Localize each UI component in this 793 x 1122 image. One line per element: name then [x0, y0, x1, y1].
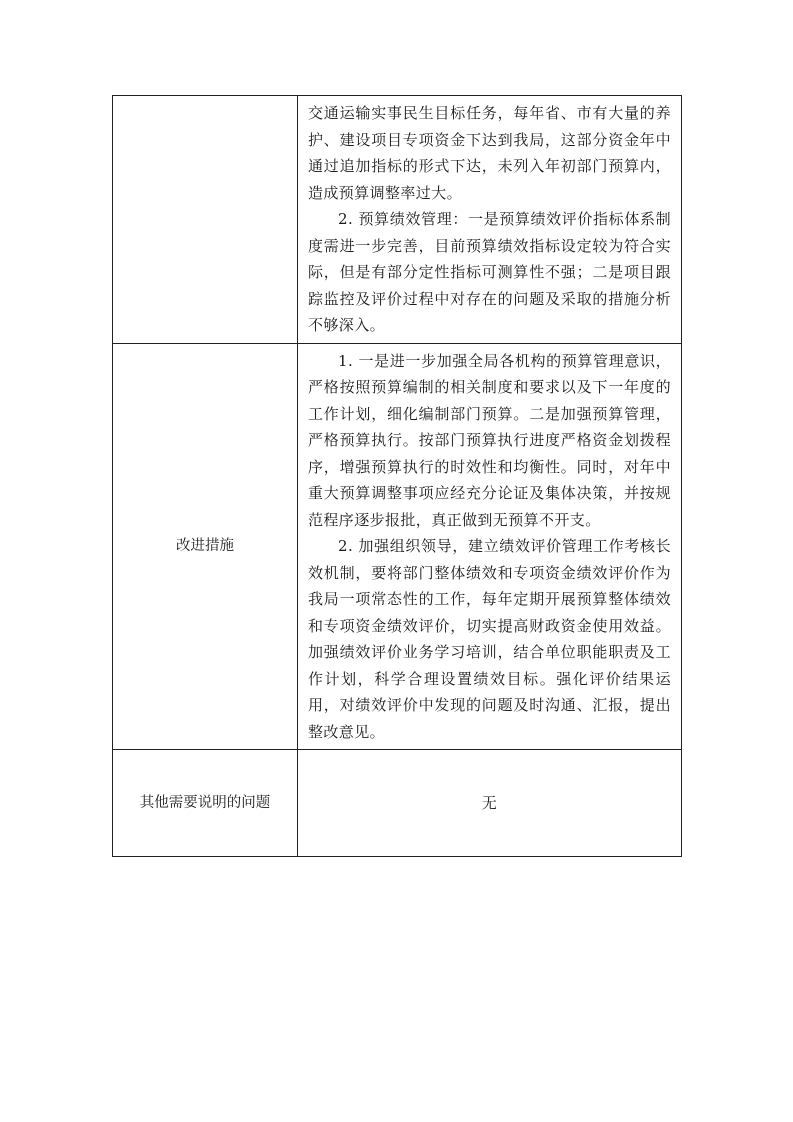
row-value-none: 无 — [481, 793, 498, 812]
table-row — [113, 343, 682, 750]
row-label-cell — [113, 750, 298, 857]
row-label-other-issues: 其他需要说明的问题 — [139, 795, 271, 811]
row-content-cell — [298, 96, 682, 344]
table-row — [113, 750, 682, 857]
content-paragraph: 2. 加强组织领导，建立绩效评价管理工作考核长效机制，要将部门整体绩效和专项资金绩效评价作为我局一项常态性的工作，每年定期开展预算整体绩效和专项资金绩效评价，切实提高财政资金使用效益。加强绩效评价业务学习培训，结合单位职能职责及工作计划，科学合理设置绩效目标。强化评价结果运用，对绩效评价中发现的问题及时沟通、汇报，提出整改意见。 — [308, 537, 671, 741]
row-value-cell — [298, 750, 682, 857]
row-label-cell — [113, 96, 298, 344]
content-paragraph: 交通运输实事民生目标任务，每年省、市有大量的养护、建设项目专项资金下达到我局，这部分资金年中通过追加指标的形式下达，未列入年初部门预算内，造成预算调整率过大。 — [308, 104, 671, 202]
document-table — [112, 95, 682, 857]
content-paragraph: 2. 预算绩效管理：一是预算绩效评价指标体系制度需进一步完善，目前预算绩效指标设定较为符合实际，但是有部分定性指标可测算性不强；二是项目跟踪监控及评价过程中对存在的问题及采取的措施分析不够深入。 — [308, 210, 671, 334]
row-label-improvement-measures: 改进措施 — [176, 538, 234, 555]
table-row — [113, 96, 682, 344]
row-label-cell — [113, 343, 298, 750]
content-paragraph: 1. 一是进一步加强全局各机构的预算管理意识，严格按照预算编制的相关制度和要求以及下一年度的工作计划，细化编制部门预算。二是加强预算管理，严格预算执行。按部门预算执行进度严格资金划拨程序，增强预算执行的时效性和均衡性。同时，对年中重大预算调整事项应经充分论证及集体决策，并按规范程序逐步报批，真正做到无预算不开支。 — [308, 351, 671, 529]
row-content-cell — [298, 343, 682, 750]
